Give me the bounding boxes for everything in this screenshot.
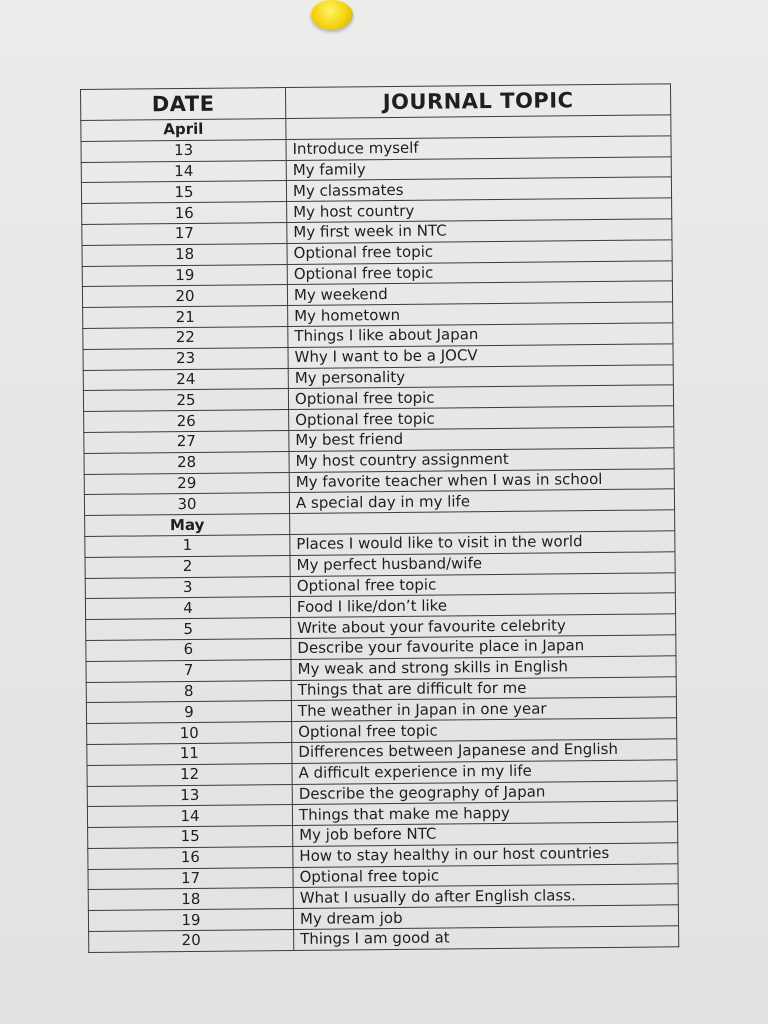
topic-cell: Optional free topic [293, 863, 678, 887]
date-cell: 11 [87, 742, 292, 765]
date-cell: 8 [86, 680, 291, 703]
date-cell: 12 [87, 763, 292, 786]
date-cell: 25 [83, 389, 288, 412]
month-label: April [81, 119, 286, 142]
schedule-table [80, 83, 679, 953]
topic-cell: Optional free topic [289, 406, 674, 430]
date-cell: 21 [83, 306, 288, 329]
date-cell: 29 [84, 472, 289, 495]
date-cell: 16 [82, 202, 287, 225]
date-cell: 15 [81, 181, 286, 204]
date-cell: 7 [86, 659, 291, 682]
date-cell: 2 [85, 555, 290, 578]
topic-cell: Things that make me happy [292, 801, 677, 825]
topic-cell: Optional free topic [292, 718, 677, 742]
topic-cell: The weather in Japan in one year [291, 697, 676, 721]
topic-cell: My hometown [288, 302, 673, 326]
date-cell: 13 [87, 784, 292, 807]
topic-cell: Optional free topic [288, 385, 673, 409]
topic-cell: A special day in my life [289, 489, 674, 513]
topic-cell: Differences between Japanese and English [292, 739, 677, 763]
date-cell: 27 [84, 430, 289, 453]
date-cell: 17 [88, 867, 293, 890]
journal-topic-column-header: JOURNAL TOPIC [285, 84, 670, 119]
schedule-body [81, 115, 679, 953]
date-cell: 10 [87, 722, 292, 745]
topic-cell: Things that are difficult for me [291, 676, 676, 700]
topic-cell: Things I am good at [294, 926, 679, 950]
topic-cell: My personality [288, 364, 673, 388]
topic-cell: My host country assignment [289, 448, 674, 472]
topic-cell: Places I would like to visit in the world [290, 531, 675, 555]
date-cell: 22 [83, 326, 288, 349]
journal-topic-schedule [80, 83, 676, 952]
push-pin-icon [311, 0, 353, 30]
date-column-header: DATE [81, 88, 286, 121]
date-cell: 4 [85, 597, 290, 620]
topic-cell: My host country [287, 198, 672, 222]
topic-cell: Optional free topic [287, 240, 672, 264]
topic-cell: My weak and strong skills in English [291, 656, 676, 680]
topic-cell: A difficult experience in my life [292, 760, 677, 784]
topic-cell: Describe your favourite place in Japan [291, 635, 676, 659]
topic-cell: My classmates [286, 177, 671, 201]
date-cell: 16 [88, 846, 293, 869]
topic-cell: Why I want to be a JOCV [288, 344, 673, 368]
date-cell: 30 [84, 493, 289, 516]
date-cell: 13 [81, 139, 286, 162]
topic-cell: My dream job [293, 905, 678, 929]
topic-cell: What I usually do after English class. [293, 884, 678, 908]
date-cell: 26 [84, 410, 289, 433]
date-cell: 17 [82, 223, 287, 246]
date-cell: 24 [83, 368, 288, 391]
topic-cell: My first week in NTC [287, 219, 672, 243]
topic-cell: My job before NTC [293, 822, 678, 846]
date-cell: 5 [86, 618, 291, 641]
date-cell: 9 [86, 701, 291, 724]
date-cell: 23 [83, 347, 288, 370]
topic-cell: My perfect husband/wife [290, 552, 675, 576]
date-cell: 1 [85, 534, 290, 557]
topic-cell: Write about your favourite celebrity [291, 614, 676, 638]
date-cell: 14 [81, 160, 286, 183]
topic-cell: Optional free topic [287, 260, 672, 284]
topic-cell: My weekend [287, 281, 672, 305]
topic-cell: Food I like/don’t like [290, 593, 675, 617]
date-cell: 15 [88, 826, 293, 849]
date-cell: 6 [86, 638, 291, 661]
date-cell: 19 [88, 909, 293, 932]
topic-cell: My favorite teacher when I was in school [289, 468, 674, 492]
topic-cell: How to stay healthy in our host countries [293, 843, 678, 867]
date-cell: 18 [88, 888, 293, 911]
date-cell: 18 [82, 243, 287, 266]
topic-cell: My best friend [289, 427, 674, 451]
topic-cell: Things I like about Japan [288, 323, 673, 347]
topic-cell: Describe the geography of Japan [292, 780, 677, 804]
topic-cell: My family [286, 156, 671, 180]
topic-cell: Introduce myself [286, 136, 671, 160]
date-cell: 14 [87, 805, 292, 828]
date-cell: 28 [84, 451, 289, 474]
month-label: May [85, 514, 290, 537]
date-cell: 20 [89, 930, 294, 953]
date-cell: 20 [82, 285, 287, 308]
topic-cell: Optional free topic [290, 572, 675, 596]
date-cell: 19 [82, 264, 287, 287]
date-cell: 3 [85, 576, 290, 599]
table-row [89, 926, 679, 952]
